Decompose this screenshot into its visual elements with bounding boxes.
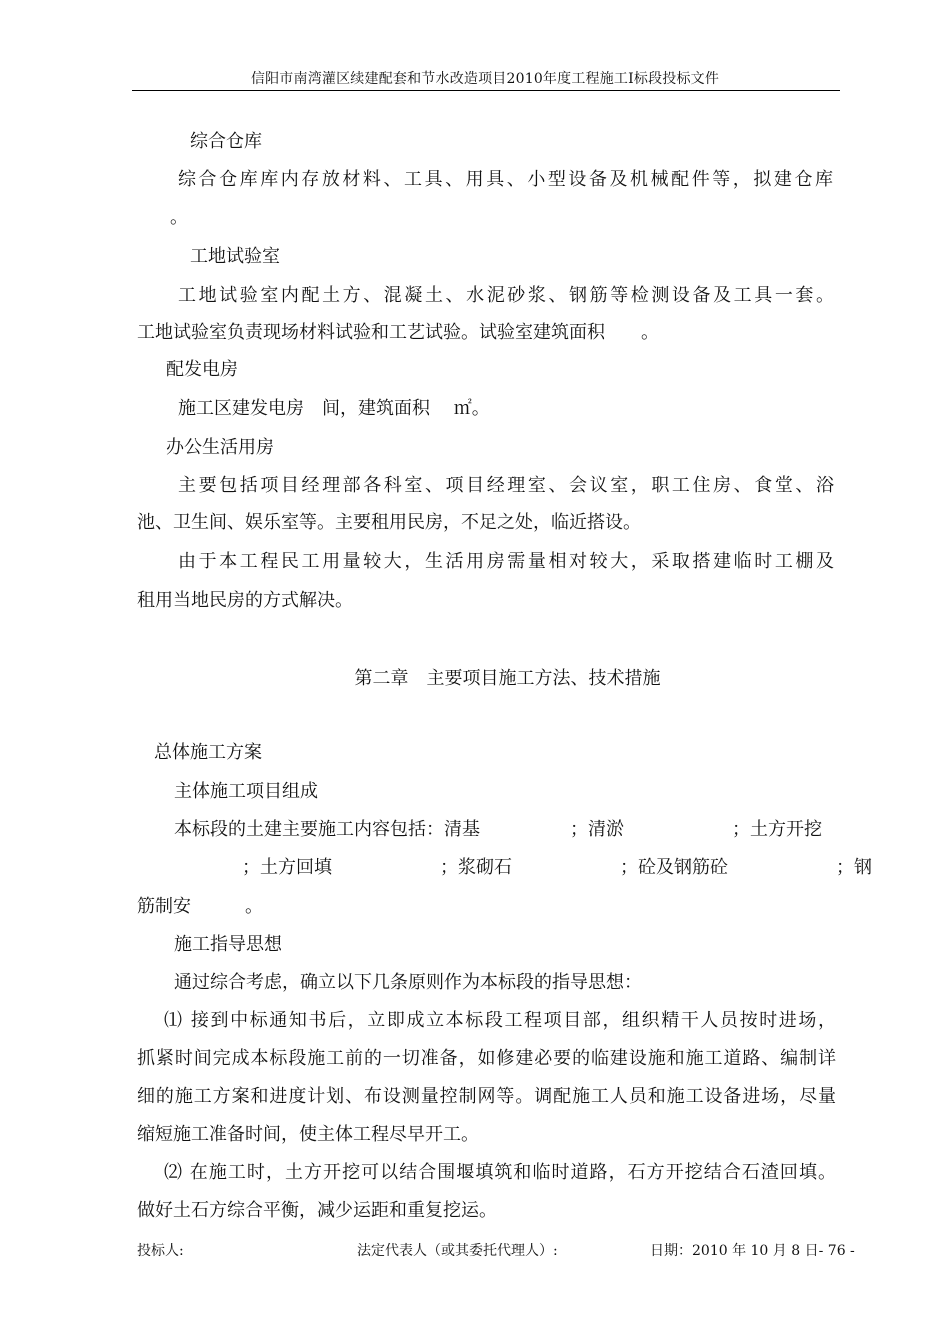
heading-lab: 工地试验室 xyxy=(190,246,280,267)
paragraph-office-line1: 主要包括项目经理部各科室、项目经理室、会议室，职工住房、食堂、浴 xyxy=(178,475,834,496)
paragraph-composition-line1: 本标段的土建主要施工内容包括：清基 ；清淤 ；土方开挖 xyxy=(174,819,822,840)
header-title: 信阳市南湾灌区续建配套和节水改造项目2010年度工程施工I标段投标文件 xyxy=(250,71,720,87)
paragraph-office-line2: 池、卫生间、娱乐室等。主要租用民房，不足之处，临近搭设。 xyxy=(137,512,641,533)
paragraph-principle1-line1: ⑴ 接到中标通知书后，立即成立本标段工程项目部，组织精干人员按时进场， xyxy=(164,1010,836,1031)
heading-warehouse: 综合仓库 xyxy=(190,131,262,152)
paragraph-office-line3: 由于本工程民工用量较大，生活用房需量相对较大，采取搭建临时工棚及 xyxy=(178,551,834,572)
heading-office: 办公生活用房 xyxy=(166,437,274,458)
paragraph-warehouse-line1: 综合仓库库内存放材料、工具、用具、小型设备及机械配件等，拟建仓库 xyxy=(178,169,834,190)
paragraph-principle1-line4: 缩短施工准备时间，使主体工程尽早开工。 xyxy=(137,1124,479,1145)
heading-overall-plan: 总体施工方案 xyxy=(154,742,262,763)
paragraph-composition-line3: 筋制安 。 xyxy=(137,896,263,917)
footer-date-page: 日期：2010 年 10 月 8 日- 76 - xyxy=(650,1243,855,1259)
heading-composition: 主体施工项目组成 xyxy=(174,781,318,802)
paragraph-power-room: 施工区建发电房 间，建筑面积 ㎡。 xyxy=(178,398,490,419)
paragraph-warehouse-line2: 。 xyxy=(170,207,188,228)
paragraph-office-line4: 租用当地民房的方式解决。 xyxy=(137,590,353,611)
paragraph-principle1-line3: 细的施工方案和进度计划、布设测量控制网等。调配施工人员和施工设备进场，尽量 xyxy=(137,1086,836,1107)
footer-bidder: 投标人: xyxy=(137,1243,184,1259)
footer-legal-representative: 法定代表人（或其委托代理人）: xyxy=(357,1243,558,1259)
paragraph-composition-line2: ；土方回填 ；浆砌石 ；砼及钢筋砼 ；钢 xyxy=(224,857,872,878)
header-divider xyxy=(132,90,840,91)
paragraph-principle2-line2: 做好土石方综合平衡，减少运距和重复挖运。 xyxy=(137,1200,497,1221)
paragraph-guiding-intro: 通过综合考虑，确立以下几条原则作为本标段的指导思想： xyxy=(174,972,642,993)
paragraph-lab-line2: 工地试验室负责现场材料试验和工艺试验。试验室建筑面积 。 xyxy=(137,322,659,343)
chapter-title: 第二章 主要项目施工方法、技术措施 xyxy=(354,668,661,689)
heading-power-room: 配发电房 xyxy=(166,359,238,380)
paragraph-lab-line1: 工地试验室内配土方、混凝土、水泥砂浆、钢筋等检测设备及工具一套。 xyxy=(178,285,834,306)
paragraph-principle2-line1: ⑵ 在施工时，土方开挖可以结合围堰填筑和临时道路，石方开挖结合石渣回填。 xyxy=(164,1162,836,1183)
heading-guiding-thought: 施工指导思想 xyxy=(174,934,282,955)
paragraph-principle1-line2: 抓紧时间完成本标段施工前的一切准备，如修建必要的临建设施和施工道路、编制详 xyxy=(137,1048,836,1069)
